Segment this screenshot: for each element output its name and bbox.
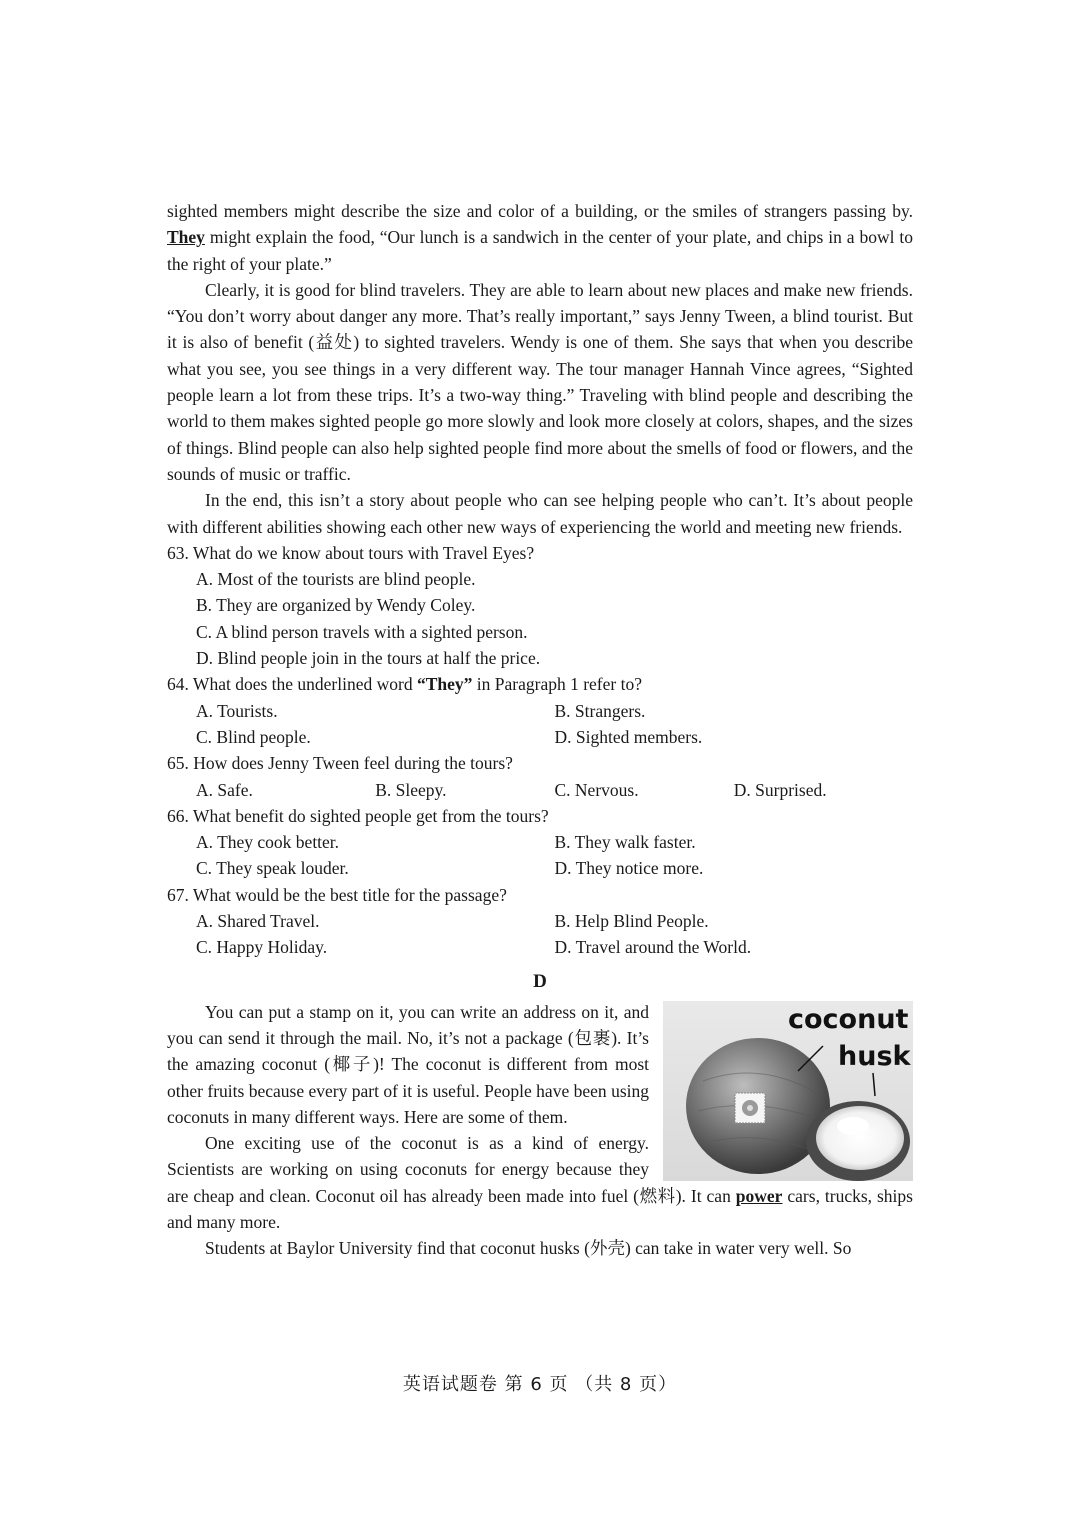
question-63 <box>167 540 913 671</box>
option-c: C. Blind people. <box>196 726 311 747</box>
question-66 <box>167 803 913 882</box>
question-stem: 67. What would be the best title for the passage? <box>167 884 507 905</box>
option-b: B. Sleepy. <box>375 779 447 800</box>
stem-bold-word: “They” <box>416 674 473 695</box>
options-row-2 <box>167 724 913 750</box>
passage-d <box>167 999 913 1262</box>
question-64 <box>167 671 913 750</box>
passage-c-paragraph-2: Clearly, it is good for blind travelers. They are able to learn about new places and make new friends. “You don’t worry about danger any more. That’s really important,” says Jenny Tween, a blind tourist. But it is also of benefit (益处) to sighted travelers. Wendy is one of them. She says that when you describe what you see, you see things in a very different way. The tour manager Hannah Vince agrees, “Sighted people learn a lot from these trips. It’s a two-way thing.” Traveling with blind people and describing the world to them makes sighted people go more slowly and look more closely at colors, shapes, and the sizes of things. Blind people can also help sighted people find more about the smells of food or flowers, and the sounds of music or traffic. <box>167 279 913 484</box>
stem-text-b: in Paragraph 1 refer to? <box>472 674 642 695</box>
options-row-2 <box>167 934 913 960</box>
underlined-word-they: They <box>167 227 205 248</box>
option-d: D. Travel around the World. <box>554 937 752 958</box>
option-c: C. They speak louder. <box>196 858 349 879</box>
question-stem: 66. What benefit do sighted people get from the tours? <box>167 805 549 826</box>
question-65 <box>167 750 913 803</box>
option-c: C. Nervous. <box>554 779 639 800</box>
option-a: A. Tourists. <box>196 700 278 721</box>
para1-text-a: sighted members might describe the size and color of a building, or the smiles of strangers passing by. <box>167 201 913 221</box>
option-c: C. Happy Holiday. <box>196 937 328 958</box>
options-row-1 <box>167 829 913 855</box>
figure-label-husk: husk <box>838 1040 911 1072</box>
options-row-2 <box>167 855 913 881</box>
question-stem: 63. What do we know about tours with Travel Eyes? <box>167 542 535 563</box>
stem-text-a: 64. What does the underlined word <box>167 674 417 695</box>
option-a: A. Shared Travel. <box>196 911 320 932</box>
question-stem: 65. How does Jenny Tween feel during the tours? <box>167 753 513 774</box>
passage-d-paragraph-2 <box>167 1130 913 1235</box>
option-a: A. They cook better. <box>196 832 340 853</box>
para2-text-b: cars, trucks, ships and many more. <box>167 1185 913 1232</box>
question-stem <box>167 671 913 697</box>
para1-text-b: might explain the food, “Our lunch is a sandwich in the center of your plate, and chips in a bowl to the right of your plate.” <box>167 227 913 274</box>
option-d: D. They notice more. <box>554 858 704 879</box>
option-d: D. Blind people join in the tours at half the price. <box>196 648 541 669</box>
exam-page <box>167 198 913 1262</box>
figure-float-spacer <box>649 1130 913 1182</box>
passage-d-text-column <box>167 999 649 1130</box>
figure-label-coconut: coconut <box>788 1003 909 1035</box>
passage-d-paragraph-3: Students at Baylor University find that coconut husks (外壳) can take in water very well. So <box>205 1238 852 1259</box>
passage-c-paragraph-1 <box>167 198 913 277</box>
options-row <box>167 777 913 803</box>
passage-d-paragraph-1: You can put a stamp on it, you can write an address on it, and you can send it through the mail. No, it’s not a package (包裹). It’s the amazing coconut (椰子)! The coconut is different from most other fruits because every part of it is useful. People have been using coconuts in many different ways. Here are some of them. <box>167 1001 649 1127</box>
para2-text-a: One exciting use of the coconut is as a kind of energy. Scientists are working on using coconuts for energy because they are cheap and clean. Coconut oil has already been made into fuel (燃料). It can <box>167 1133 736 1206</box>
option-d: D. Surprised. <box>733 779 827 800</box>
option-a: A. Safe. <box>196 779 253 800</box>
option-d: D. Sighted members. <box>554 726 703 747</box>
options-row-1 <box>167 908 913 934</box>
options-row-1 <box>167 698 913 724</box>
option-b: B. Strangers. <box>554 700 646 721</box>
option-b: B. They walk faster. <box>554 832 696 853</box>
passage-c-paragraph-3: In the end, this isn’t a story about people who can see helping people who can’t. It’s about people with different abilities showing each other new ways of experiencing the world and meeting new friends. <box>167 490 913 537</box>
underlined-word-power: power <box>735 1185 783 1206</box>
section-d-title: D <box>533 970 547 992</box>
option-a: A. Most of the tourists are blind people. <box>196 569 476 590</box>
page-footer: 英语试题卷 第 6 页 （共 8 页） <box>402 1374 678 1395</box>
option-b: B. Help Blind People. <box>554 911 709 932</box>
option-c: C. A blind person travels with a sighted person. <box>196 621 528 642</box>
question-67 <box>167 882 913 961</box>
option-b: B. They are organized by Wendy Coley. <box>196 595 476 616</box>
